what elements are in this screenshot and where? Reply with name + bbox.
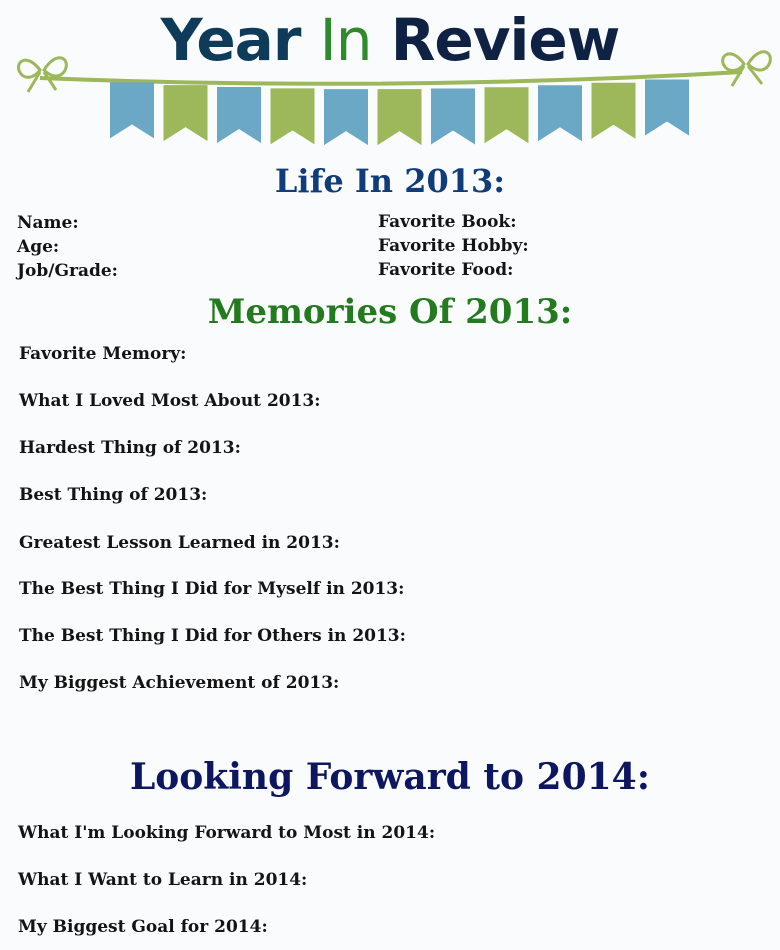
prompt-biggest-achievement: My Biggest Achievement of 2013:	[19, 673, 340, 693]
bunting-flag	[485, 87, 529, 143]
job-grade-label: Job/Grade:	[17, 261, 118, 281]
prompt-looking-forward: What I'm Looking Forward to Most in 2014:	[18, 823, 436, 843]
prompt-greatest-lesson: Greatest Lesson Learned in 2013:	[19, 533, 340, 553]
title-word-in: In	[319, 6, 372, 74]
prompt-loved-most: What I Loved Most About 2013:	[19, 391, 321, 411]
bunting-flag	[431, 88, 475, 144]
bunting-flag	[217, 87, 261, 143]
bunting-flags	[110, 79, 689, 145]
age-label: Age:	[17, 237, 60, 257]
memories-heading: Memories Of 2013:	[207, 292, 573, 332]
bunting-flag	[538, 85, 582, 141]
prompt-best-thing: Best Thing of 2013:	[19, 485, 208, 505]
favorite-hobby-label: Favorite Hobby:	[378, 236, 529, 256]
bunting-banner	[0, 30, 780, 160]
title-word-review: Review	[390, 6, 620, 74]
left-bow-icon	[18, 58, 66, 92]
bunting-flag	[645, 79, 689, 135]
prompt-best-for-myself: The Best Thing I Did for Myself in 2013:	[19, 579, 405, 599]
forward-heading: Looking Forward to 2014:	[129, 756, 651, 798]
bunting-string	[40, 72, 742, 84]
title-word-year: Year	[160, 6, 301, 74]
bunting-flag	[110, 82, 154, 138]
bunting-flag	[324, 89, 368, 145]
prompt-biggest-goal: My Biggest Goal for 2014:	[18, 917, 268, 937]
life-heading: Life In 2013:	[274, 162, 506, 200]
bunting-flag	[271, 88, 315, 144]
favorite-book-label: Favorite Book:	[378, 212, 517, 232]
prompt-best-for-others: The Best Thing I Did for Others in 2013:	[19, 626, 406, 646]
prompt-favorite-memory: Favorite Memory:	[19, 344, 187, 364]
bunting-flag	[378, 89, 422, 145]
bunting-flag	[164, 85, 208, 141]
favorite-food-label: Favorite Food:	[378, 260, 514, 280]
prompt-want-to-learn: What I Want to Learn in 2014:	[18, 870, 308, 890]
prompt-hardest-thing: Hardest Thing of 2013:	[19, 438, 241, 458]
bunting-flag	[592, 83, 636, 139]
name-label: Name:	[17, 213, 79, 233]
right-bow-icon	[723, 52, 771, 86]
